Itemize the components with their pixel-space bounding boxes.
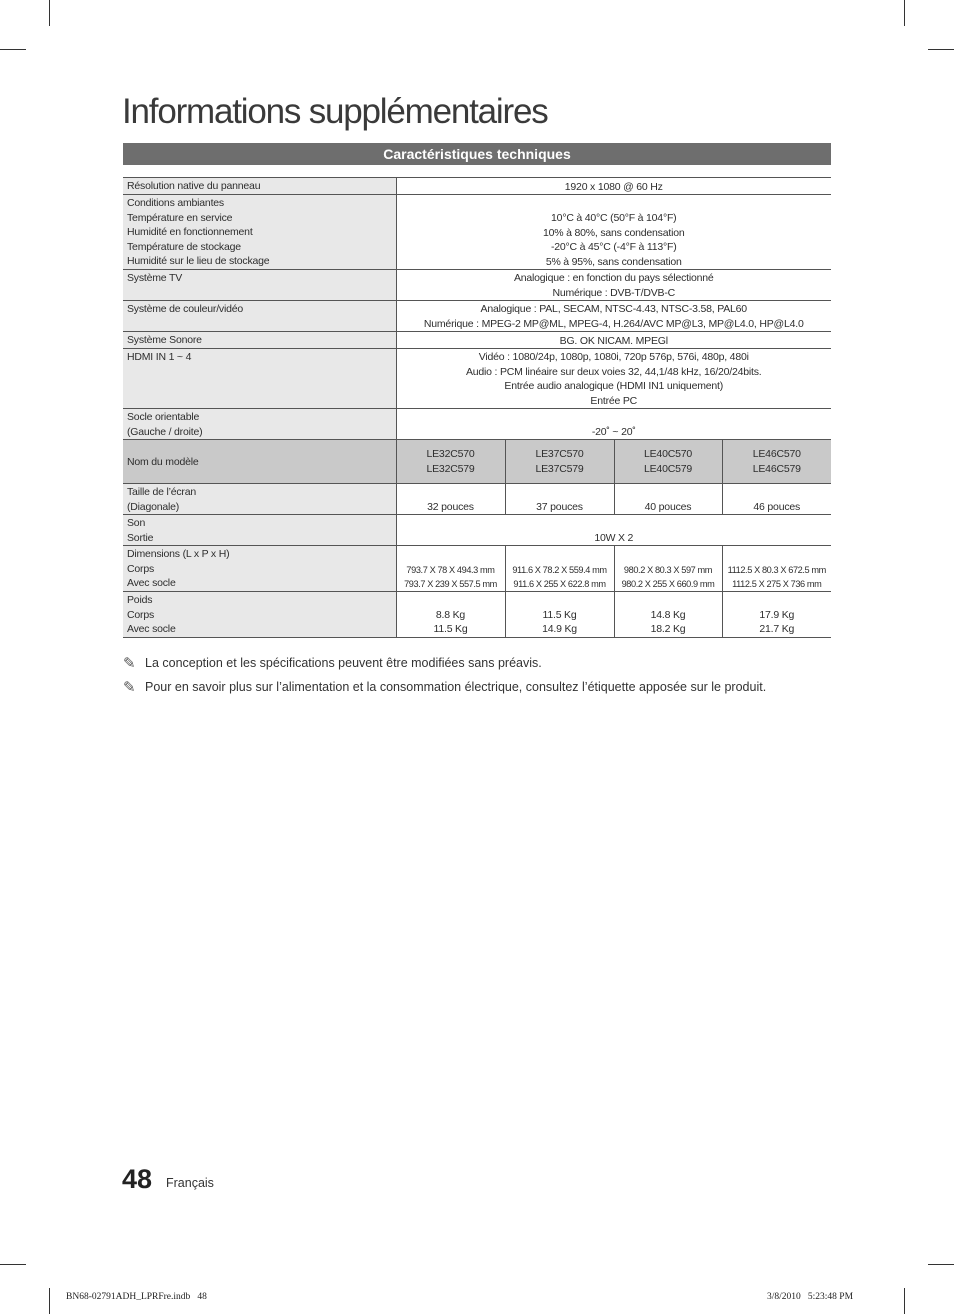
pencil-note-icon: ✎ [123, 679, 136, 696]
spec-label: Nom du modèle [123, 440, 396, 484]
spec-value: 980.2 X 80.3 X 597 mm 980.2 X 255 X 660.9 mm [614, 546, 722, 592]
model-cell: LE37C570 LE37C579 [505, 440, 614, 484]
crop-mark [904, 0, 905, 26]
spec-value: Analogique : PAL, SECAM, NTSC-4.43, NTSC-3.58, PAL60 Numérique : MPEG-2 MP@ML, MPEG-4, H.264/AVC MP@L3, MP@L4.0, HP@L4.0 [396, 301, 831, 332]
note-item [123, 651, 883, 675]
model-cell: LE40C570 LE40C579 [614, 440, 722, 484]
spec-table [123, 177, 831, 638]
crop-mark [928, 49, 954, 50]
notes [123, 651, 883, 699]
crop-mark [0, 1264, 26, 1265]
spec-label: Socle orientable (Gauche / droite) [123, 409, 396, 440]
spec-value: Analogique : en fonction du pays sélectionné Numérique : DVB-T/DVB-C [396, 270, 831, 301]
page-language: Français [166, 1176, 214, 1190]
table-row [123, 178, 831, 195]
spec-value: 11.5 Kg 14.9 Kg [505, 592, 614, 638]
spec-label: Système de couleur/vidéo [123, 301, 396, 332]
spec-label: Dimensions (L x P x H) Corps Avec socle [123, 546, 396, 592]
spec-label: Son Sortie [123, 515, 396, 546]
table-row [123, 270, 831, 301]
page-number: 48 [122, 1164, 153, 1194]
spec-value: Vidéo : 1080/24p, 1080p, 1080i, 720p 576p, 576i, 480p, 480i Audio : PCM linéaire sur deux voies 32, 44,1/48 kHz, 16/20/24bits. Entrée audio analogique (HDMI IN1 uniquement) Entrée PC [396, 349, 831, 409]
spec-value: 793.7 X 78 X 494.3 mm 793.7 X 239 X 557.5 mm [396, 546, 505, 592]
footer-date: 3/8/2010 5:23:48 PM [767, 1292, 854, 1302]
page-title: Informations supplémentaires [122, 92, 548, 131]
spec-value: 10°C à 40°C (50°F à 104°F) 10% à 80%, sans condensation -20°C à 45°C (-4°F à 113°F) 5% à 95%, sans condensation [396, 195, 831, 270]
crop-mark [0, 49, 26, 50]
spec-value: 10W X 2 [396, 515, 831, 546]
note-item [123, 675, 883, 699]
spec-value: 40 pouces [614, 484, 722, 515]
table-row [123, 332, 831, 349]
spec-label: Système TV [123, 270, 396, 301]
spec-value: 14.8 Kg 18.2 Kg [614, 592, 722, 638]
spec-value: 32 pouces [396, 484, 505, 515]
spec-value: BG. OK NICAM. MPEGl [396, 332, 831, 349]
table-row [123, 349, 831, 409]
model-cell: LE32C570 LE32C579 [396, 440, 505, 484]
spec-value: 1920 x 1080 @ 60 Hz [396, 178, 831, 195]
table-row [123, 195, 831, 270]
spec-label: HDMI IN 1 ~ 4 [123, 349, 396, 409]
spec-value: 8.8 Kg 11.5 Kg [396, 592, 505, 638]
note-text: Pour en savoir plus sur l’alimentation et la consommation électrique, consultez l’étiquette apposée sur le produit. [145, 680, 767, 694]
spec-value: 46 pouces [722, 484, 831, 515]
crop-mark [49, 0, 50, 26]
model-cell: LE46C570 LE46C579 [722, 440, 831, 484]
pencil-note-icon: ✎ [123, 655, 136, 672]
spec-value: 17.9 Kg 21.7 Kg [722, 592, 831, 638]
spec-value: -20˚ ~ 20˚ [396, 409, 831, 440]
table-row [123, 484, 831, 515]
table-row [123, 301, 831, 332]
spec-value: 911.6 X 78.2 X 559.4 mm 911.6 X 255 X 622.8 mm [505, 546, 614, 592]
table-row [123, 440, 831, 484]
table-row [123, 592, 831, 638]
spec-label: Poids Corps Avec socle [123, 592, 396, 638]
section-banner: Caractéristiques techniques [123, 143, 831, 165]
spec-label: Système Sonore [123, 332, 396, 349]
crop-mark [904, 1288, 905, 1314]
crop-mark [49, 1288, 50, 1314]
note-text: La conception et les spécifications peuvent être modifiées sans préavis. [145, 656, 542, 670]
spec-value: 37 pouces [505, 484, 614, 515]
footer-file: BN68-02791ADH_LPRFre.indb 48 [66, 1292, 207, 1302]
crop-mark [928, 1264, 954, 1265]
table-row [123, 409, 831, 440]
spec-value: 1112.5 X 80.3 X 672.5 mm 1112.5 X 275 X 736 mm [722, 546, 831, 592]
spec-label: Résolution native du panneau [123, 178, 396, 195]
table-row [123, 515, 831, 546]
spec-label: Taille de l’écran (Diagonale) [123, 484, 396, 515]
table-row [123, 546, 831, 592]
spec-label: Conditions ambiantes Température en service Humidité en fonctionnement Température de stockage Humidité sur le lieu de stockage [123, 195, 396, 270]
